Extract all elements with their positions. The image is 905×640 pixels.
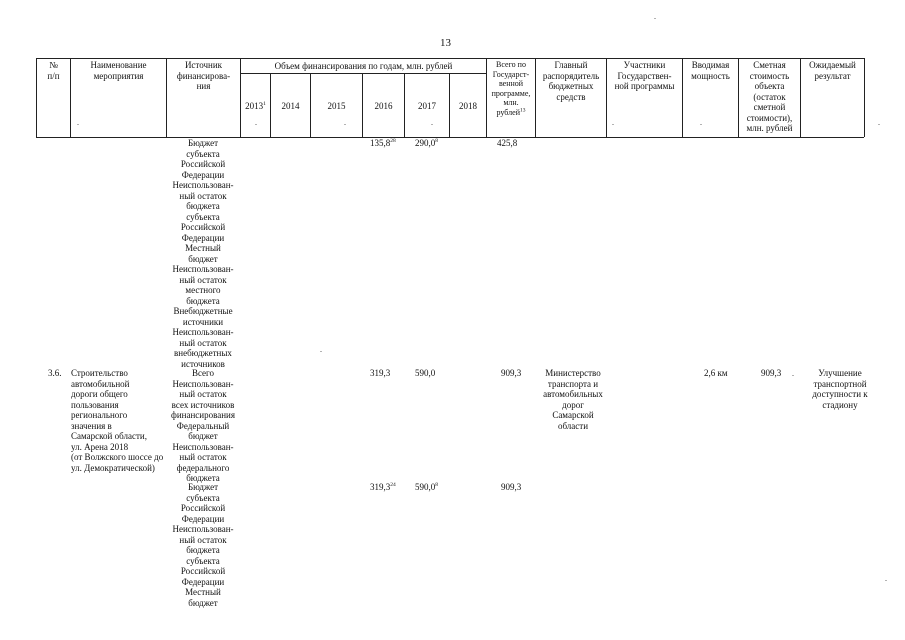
scan-dot: . bbox=[878, 118, 880, 127]
header-year-2013-sup: 1 bbox=[263, 101, 266, 107]
scan-dot: . bbox=[885, 574, 887, 583]
row-36-name: Строительство автомобильной дороги общего пользования регионального значения в Самарской области, ул. Арена 2018 (от Волжского шоссе до ул. Демократической) bbox=[71, 368, 164, 473]
header-year-2017: 2017 bbox=[418, 101, 436, 111]
header-manager: Главный распорядитель бюджетных средств bbox=[542, 60, 600, 102]
row-36-2016: 319,3 bbox=[370, 368, 391, 378]
row-36-sources: Всего Неиспользован- ный остаток всех источников финансирования Федеральный бюджет Неиспользован- ный остаток федерального бюджета bbox=[171, 368, 235, 483]
row-36-manager: Министерство транспорта и автомобильных дорог Самарской области bbox=[543, 368, 603, 431]
scan-dot: . bbox=[344, 118, 346, 127]
row-36-budget-2016-sup: 24 bbox=[390, 482, 396, 488]
header-year-2014: 2014 bbox=[281, 101, 300, 111]
row-36-estimate: 909,3 bbox=[761, 368, 782, 378]
scan-dot: . bbox=[431, 118, 433, 127]
row-36-budget-2016 bbox=[370, 482, 396, 493]
top-block-2016 bbox=[370, 138, 396, 149]
row-36-budget-2017-sup: 8 bbox=[435, 482, 438, 488]
header-result: Ожидаемый результат bbox=[809, 60, 856, 81]
header-year-2013-value: 2013 bbox=[245, 101, 264, 111]
scan-dot: . bbox=[792, 369, 794, 378]
top-block-sources: Бюджет субъекта Российской Федерации Неиспользован- ный остаток бюджета субъекта Российской Федерации Местный бюджет Неиспользован- ный остаток местного бюджета Внебюджетные источники Неиспользован- ный остаток внебюджетных источников bbox=[172, 138, 234, 369]
header-num: № п/п bbox=[47, 60, 60, 81]
header-total bbox=[487, 60, 535, 117]
scan-dot: . bbox=[654, 12, 656, 21]
row-36-number: 3.6. bbox=[48, 368, 62, 378]
top-block-total: 425,8 bbox=[497, 138, 518, 148]
row-36-budget-sources: Бюджет субъекта Российской Федерации Неиспользован- ный остаток бюджета субъекта Российской Федерации Местный бюджет bbox=[172, 482, 234, 608]
scan-dot: . bbox=[77, 118, 79, 127]
top-block-2016-value: 135,8 bbox=[370, 138, 391, 148]
top-block-2017-sup: 8 bbox=[435, 138, 438, 144]
scan-dot: . bbox=[255, 118, 257, 127]
top-block-2017 bbox=[415, 138, 438, 149]
header-capacity: Вводимая мощность bbox=[691, 60, 730, 81]
row-36-capacity: 2,6 км bbox=[704, 368, 728, 378]
row-36-2017: 590,0 bbox=[415, 368, 436, 378]
header-source: Источник финансирова- ния bbox=[176, 60, 231, 91]
row-36-budget-2017 bbox=[415, 482, 438, 493]
row-36-budget-2017-value: 590,0 bbox=[415, 482, 436, 492]
header-year-2015: 2015 bbox=[327, 101, 346, 111]
header-year-2013 bbox=[241, 101, 270, 112]
header-name: Наименование мероприятия bbox=[90, 60, 147, 81]
scan-dot: . bbox=[700, 118, 702, 127]
header-total-text: Всего по Государст- венной программе, млн. рублей bbox=[491, 60, 531, 117]
row-36-result: Улучшение транспортной доступности к стадиону bbox=[812, 368, 868, 410]
row-36-budget-2016-value: 319,3 bbox=[370, 482, 391, 492]
header-year-2016: 2016 bbox=[374, 101, 393, 111]
top-block-2016-sup: 28 bbox=[390, 138, 396, 144]
scan-dot: . bbox=[612, 118, 614, 127]
row-36-total: 909,3 bbox=[501, 368, 522, 378]
header-total-sup: 13 bbox=[519, 106, 526, 113]
scan-dot: . bbox=[320, 345, 322, 354]
header-col-line bbox=[864, 58, 865, 137]
header-top-border bbox=[36, 58, 864, 59]
top-block-2017-value: 290,0 bbox=[415, 138, 436, 148]
header-bottom-border bbox=[36, 137, 864, 138]
header-funding-group: Объем финансирования по годам, млн. рублей bbox=[274, 61, 453, 71]
page-number: 13 bbox=[440, 37, 451, 49]
header-estimate: Сметная стоимость объекта (остаток сметной стоимости), млн. рублей bbox=[746, 60, 793, 133]
header-participants: Участники Государствен- ной программы bbox=[614, 60, 675, 91]
row-36-budget-total: 909,3 bbox=[501, 482, 522, 492]
header-year-2018: 2018 bbox=[459, 101, 477, 111]
